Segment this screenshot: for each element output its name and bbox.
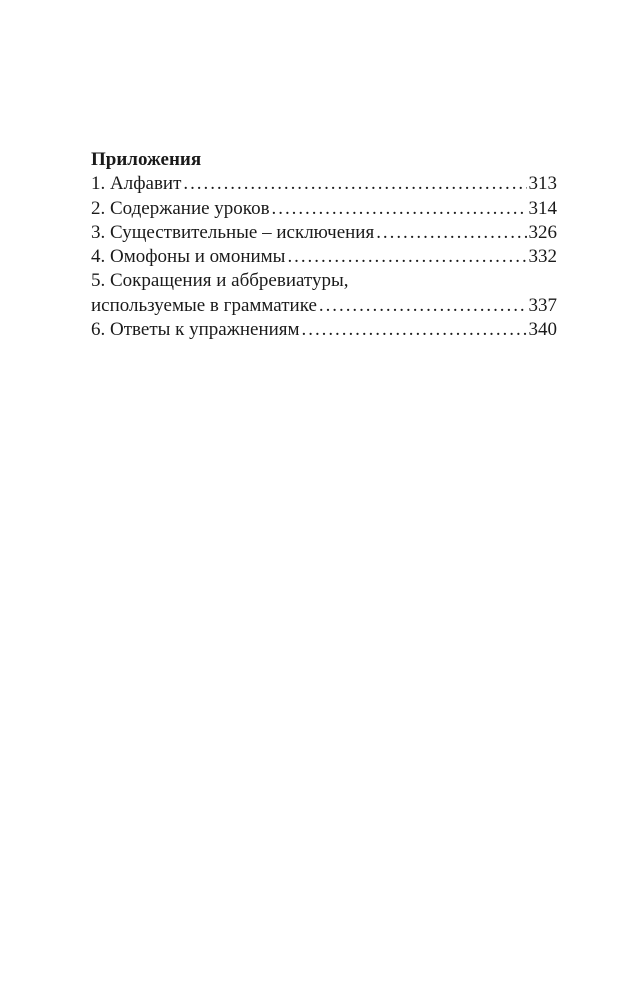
entry-page-number: 332 — [528, 246, 557, 268]
entry-page-number: 313 — [528, 173, 557, 195]
entry-title: 1. Алфавит — [91, 173, 182, 195]
dot-leader — [319, 294, 527, 318]
entry-title-first-line: 5. Сокращения и аббревиатуры, — [91, 270, 349, 292]
toc-entry-abbreviations — [91, 294, 557, 318]
entry-title: 6. Ответы к упражнениям — [91, 319, 300, 341]
toc-entry-lesson-contents — [91, 197, 557, 221]
dot-leader — [302, 318, 527, 342]
entry-page-number: 326 — [528, 221, 557, 243]
dot-leader — [272, 197, 527, 221]
toc-entry-alphabet — [91, 172, 557, 196]
dot-leader — [287, 245, 526, 269]
section-heading: Приложения — [91, 149, 202, 170]
table-of-contents — [91, 148, 557, 342]
entry-title: 4. Омофоны и омонимы — [91, 246, 286, 268]
entry-title: 2. Содержание уроков — [91, 197, 270, 219]
dot-leader — [183, 172, 526, 196]
entry-title: 3. Существительные – исключения — [91, 221, 375, 243]
toc-entry-homophones — [91, 245, 557, 269]
entry-page-number: 314 — [528, 197, 557, 219]
entry-title: используемые в грамматике — [91, 294, 317, 316]
toc-entry-noun-exceptions — [91, 221, 557, 245]
entry-page-number: 337 — [528, 294, 557, 316]
dot-leader — [376, 221, 526, 245]
toc-entry-exercise-answers — [91, 318, 557, 342]
entry-page-number: 340 — [528, 319, 557, 341]
